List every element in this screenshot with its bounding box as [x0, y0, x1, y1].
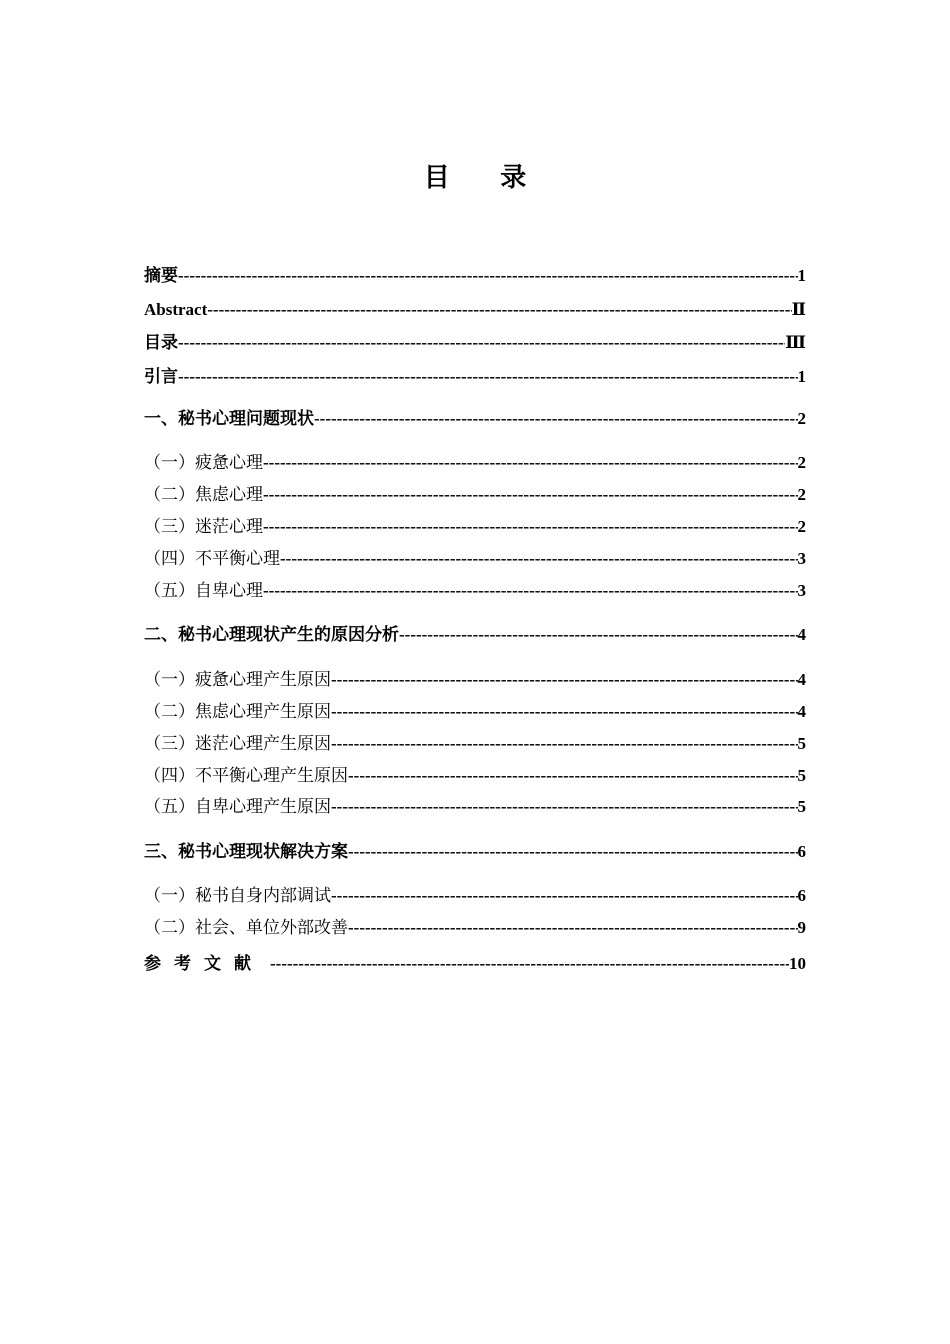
toc-leader [399, 623, 798, 647]
toc-entry-chapter-1[interactable] [144, 405, 806, 431]
toc-leader [331, 884, 798, 908]
toc-entry-label: （一）疲惫心理产生原因 [144, 670, 331, 689]
toc-entry-label: （二）焦虑心理产生原因 [144, 702, 331, 721]
toc-entry-1-1[interactable] [144, 449, 806, 475]
toc-page-number: 2 [797, 485, 806, 504]
toc-entry-2-2[interactable] [144, 698, 806, 724]
toc-leader [331, 668, 798, 692]
toc-leader [178, 331, 785, 355]
toc-entry-contents[interactable] [144, 329, 806, 355]
toc-entry-label: （一）疲惫心理 [144, 453, 263, 472]
toc-page-number: 1 [797, 266, 806, 285]
toc-leader [348, 764, 798, 788]
toc-entry-label: （四）不平衡心理产生原因 [144, 766, 348, 785]
toc-leader [178, 264, 798, 288]
toc-page-number: 6 [797, 842, 806, 861]
toc-page-number: 6 [797, 886, 806, 905]
toc-entry-label: （四）不平衡心理 [144, 549, 280, 568]
toc-leader [331, 700, 798, 724]
toc-page-number: Ⅲ [785, 333, 806, 352]
toc-entry-chapter-2[interactable] [144, 621, 806, 647]
toc-leader [270, 952, 789, 976]
toc-page-number: 5 [797, 797, 806, 816]
toc-page-number: 3 [797, 581, 806, 600]
toc-entry-2-4[interactable] [144, 762, 806, 788]
toc-leader [314, 407, 798, 431]
toc-leader [331, 795, 798, 819]
toc-page-number: 4 [797, 702, 806, 721]
toc-page-number: 9 [797, 918, 806, 937]
toc-page-number: 4 [797, 670, 806, 689]
toc-entry-1-3[interactable] [144, 513, 806, 539]
toc-page-number: 5 [797, 766, 806, 785]
toc-entry-label: 摘要 [144, 266, 178, 285]
toc-leader [348, 840, 798, 864]
toc-entry-label: Abstract [144, 300, 208, 319]
toc-leader [280, 547, 798, 571]
toc-entry-references[interactable] [144, 950, 806, 976]
toc-entry-label: 二、秘书心理现状产生的原因分析 [144, 625, 399, 644]
toc-leader [178, 365, 798, 389]
toc-leader [263, 451, 798, 475]
toc-entry-abstract-en[interactable] [144, 296, 806, 322]
toc-entry-label: （三）迷茫心理 [144, 517, 263, 536]
toc-entry-label: 参考文献 [144, 954, 264, 973]
toc-entry-label: 一、秘书心理问题现状 [144, 409, 314, 428]
toc-entry-3-1[interactable] [144, 882, 806, 908]
toc-entry-label: （二）焦虑心理 [144, 485, 263, 504]
toc-entry-label: （五）自卑心理 [144, 581, 263, 600]
toc-page-number: 5 [797, 734, 806, 753]
toc-leader [348, 916, 798, 940]
toc-leader [331, 732, 798, 756]
toc-page-number: 2 [797, 517, 806, 536]
toc-page-number: 1 [797, 367, 806, 386]
toc-entry-label: （二）社会、单位外部改善 [144, 918, 348, 937]
toc-entry-1-5[interactable] [144, 577, 806, 603]
toc-entry-chapter-3[interactable] [144, 838, 806, 864]
toc-leader [263, 483, 798, 507]
toc-entry-2-5[interactable] [144, 793, 806, 819]
toc-leader [263, 515, 798, 539]
toc-entry-abstract-cn[interactable] [144, 262, 806, 288]
toc-entry-label: 三、秘书心理现状解决方案 [144, 842, 348, 861]
toc-entry-label: （五）自卑心理产生原因 [144, 797, 331, 816]
toc-entry-1-2[interactable] [144, 481, 806, 507]
toc-entry-2-3[interactable] [144, 730, 806, 756]
toc-page-number: 2 [797, 453, 806, 472]
toc-page-number: 2 [797, 409, 806, 428]
toc-page-number: 4 [797, 625, 806, 644]
toc-title: 目 录 [423, 163, 549, 192]
toc-entry-2-1[interactable] [144, 666, 806, 692]
toc-entry-introduction[interactable] [144, 363, 806, 389]
toc-leader [263, 579, 798, 603]
toc-page-number: 3 [797, 549, 806, 568]
toc-entry-1-4[interactable] [144, 545, 806, 571]
toc-entry-label: 引言 [144, 367, 178, 386]
toc-leader [207, 298, 791, 322]
toc-entry-3-2[interactable] [144, 914, 806, 940]
toc-page-number: 10 [789, 954, 806, 973]
toc-page-number: Ⅱ [791, 300, 806, 319]
toc-entry-label: 目录 [144, 333, 178, 352]
toc-entry-label: （一）秘书自身内部调试 [144, 886, 331, 905]
toc-entry-label: （三）迷茫心理产生原因 [144, 734, 331, 753]
